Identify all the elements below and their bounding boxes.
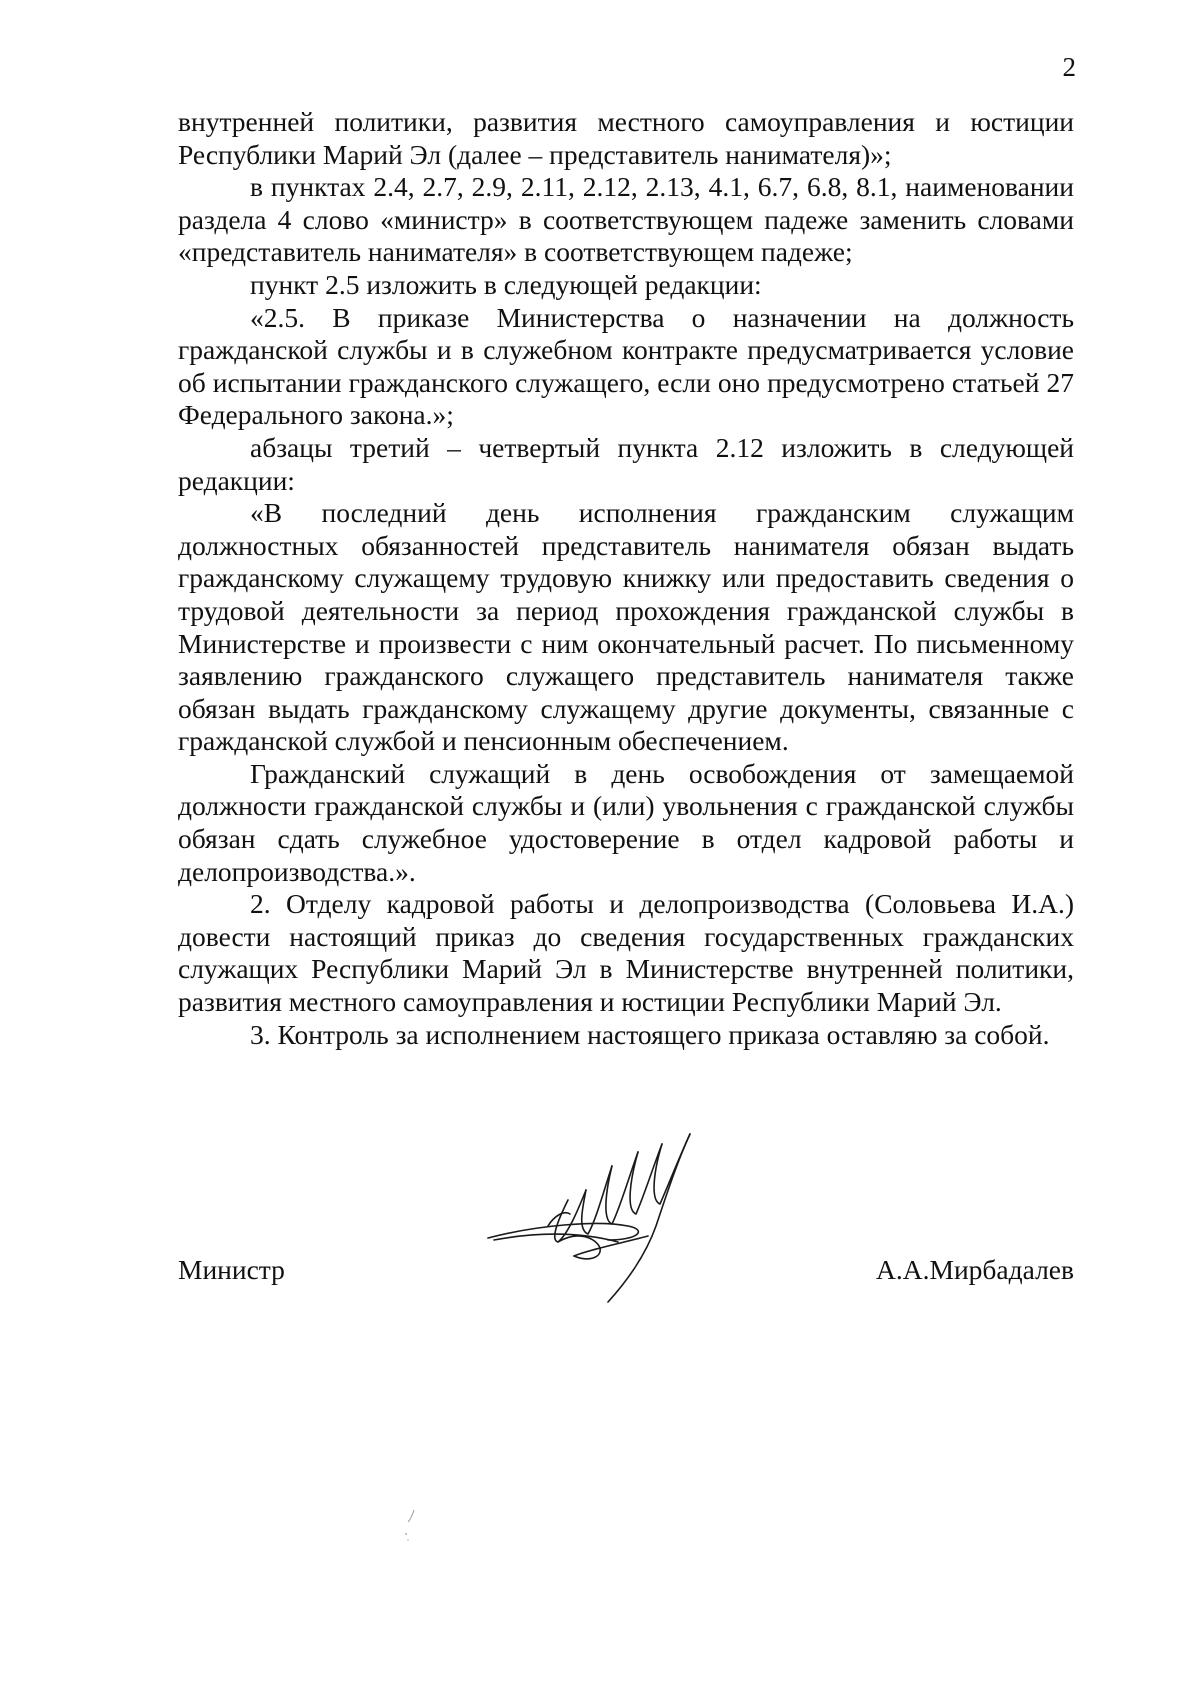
- page-number: 2: [1062, 52, 1076, 82]
- paragraph-point-2-12-intro: абзацы третий – четвертый пункта 2.12 изложить в следующей редакции:: [178, 431, 1074, 496]
- signatory-title: Министр: [178, 1254, 285, 1285]
- paragraph-certificate: Гражданский служащий в день освобождения от замещаемой должности гражданской службы и (или) увольнения с гражданской службы обязан сдать служебное удостоверение в отдел кадровой работы и делопроизводства.».: [178, 757, 1074, 887]
- paragraph-point-2-5-intro: пункт 2.5 изложить в следующей редакции:: [250, 268, 762, 300]
- paragraph-item-2: 2. Отделу кадровой работы и делопроизводства (Соловьева И.А.) довести настоящий приказ до сведения государственных гражданских служащих Республики Марий Эл в Министерстве внутренней политики, развития местного самоуправления и юстиции Республики Марий Эл.: [178, 888, 1074, 1018]
- paragraph-point-2-5-text: «2.5. В приказе Министерства о назначении на должность гражданской службы и в служебном контракте предусматривается условие об испытании гражданского служащего, если оно предусмотрено статьей 27 Федерального закона.»;: [178, 301, 1074, 431]
- paragraph-item-3: 3. Контроль за исполнением настоящего приказа оставляю за собой.: [250, 1018, 1050, 1050]
- paragraph-amend-points: в пунктах 2.4, 2.7, 2.9, 2.11, 2.12, 2.13, 4.1, 6.7, 6.8, 8.1, наименовании раздела 4 слово «министр» в соответствующем падеже заменить словами «представитель нанимателя» в соответствующем падеже;: [178, 171, 1074, 268]
- paragraph-point-2-12-text: «В последний день исполнения гражданским служащим должностных обязанностей представитель нанимателя обязан выдать гражданскому служащему трудовую книжку или предоставить сведения о трудовой деятельности за период прохождения гражданской службы в Министерстве и произвести с ним окончательный расчет. По письменному заявлению гражданского служащего представитель нанимателя также обязан выдать гражданскому служащему другие документы, связанные с гражданской службой и пенсионным обеспечением.: [178, 497, 1074, 757]
- signatory-name: А.А.Мирбадалев: [876, 1254, 1074, 1285]
- handwritten-signature: [478, 1130, 738, 1380]
- scan-mark: [400, 1508, 420, 1548]
- signature-block: [178, 1130, 1074, 1390]
- document-body: [178, 106, 1074, 1051]
- paragraph-continuation: внутренней политики, развития местного самоуправления и юстиции Республики Марий Эл (далее – представитель нанимателя)»;: [178, 106, 1074, 170]
